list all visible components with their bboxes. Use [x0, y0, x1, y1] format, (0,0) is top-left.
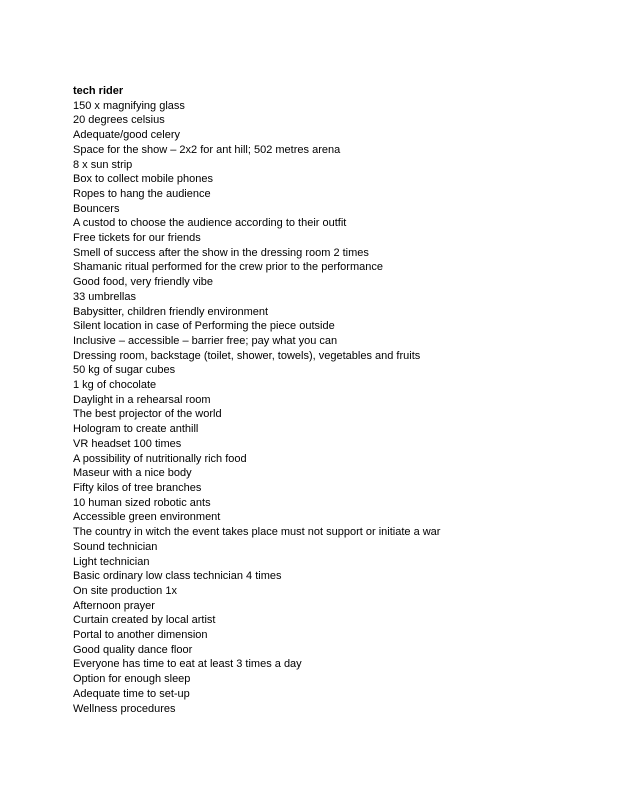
list-item: 150 x magnifying glass — [73, 99, 185, 112]
list-item: Inclusive – accessible – barrier free; pay what you can — [73, 334, 338, 347]
list-item: Good food, very friendly vibe — [73, 276, 214, 289]
list-item: Dressing room, backstage (toilet, shower, towels), vegetables and fruits — [73, 349, 421, 362]
list-item: Fifty kilos of tree branches — [73, 481, 202, 494]
document-content — [73, 84, 603, 716]
list-item: Sound technician — [73, 540, 158, 553]
list-item: Adequate time to set-up — [73, 687, 190, 700]
list-item: Hologram to create anthill — [73, 423, 199, 436]
list-item: 10 human sized robotic ants — [73, 496, 211, 509]
list-item: 20 degrees celsius — [73, 114, 165, 127]
list-item: Box to collect mobile phones — [73, 173, 214, 186]
list-item: The best projector of the world — [73, 408, 222, 421]
list-item: On site production 1x — [73, 584, 177, 597]
list-item: Basic ordinary low class technician 4 times — [73, 570, 282, 583]
document-title: tech rider — [73, 85, 124, 97]
list-item: Everyone has time to eat at least 3 times a day — [73, 658, 302, 671]
list-item: A custod to choose the audience according to their outfit — [73, 217, 347, 230]
list-item: Free tickets for our friends — [73, 232, 201, 245]
list-item: Option for enough sleep — [73, 673, 191, 686]
list-item: Wellness procedures — [73, 702, 176, 715]
rider-item-list — [73, 99, 603, 717]
list-item: VR headset 100 times — [73, 437, 182, 450]
list-item: 1 kg of chocolate — [73, 379, 157, 392]
list-item: Curtain created by local artist — [73, 614, 216, 627]
list-item: Space for the show – 2x2 for ant hill; 502 metres arena — [73, 143, 341, 156]
list-item: Accessible green environment — [73, 511, 221, 524]
list-item: Maseur with a nice body — [73, 467, 192, 480]
list-item: Portal to another dimension — [73, 629, 208, 642]
list-item: 33 umbrellas — [73, 290, 136, 303]
list-item: Good quality dance floor — [73, 643, 193, 656]
list-item: Ropes to hang the audience — [73, 187, 211, 200]
list-item: 50 kg of sugar cubes — [73, 364, 176, 377]
list-item: Babysitter, children friendly environment — [73, 305, 269, 318]
list-item: The country in witch the event takes place must not support or initiate a war — [73, 526, 441, 539]
list-item: Afternoon prayer — [73, 599, 155, 612]
list-item: Light technician — [73, 555, 150, 568]
list-item: Bouncers — [73, 202, 120, 215]
list-item: Daylight in a rehearsal room — [73, 393, 211, 406]
list-item: Adequate/good celery — [73, 129, 181, 142]
list-item: Smell of success after the show in the dressing room 2 times — [73, 246, 369, 259]
list-item: Silent location in case of Performing the piece outside — [73, 320, 335, 333]
list-item: 8 x sun strip — [73, 158, 133, 171]
list-item: A possibility of nutritionally rich food — [73, 452, 247, 465]
list-item: Shamanic ritual performed for the crew prior to the performance — [73, 261, 383, 274]
